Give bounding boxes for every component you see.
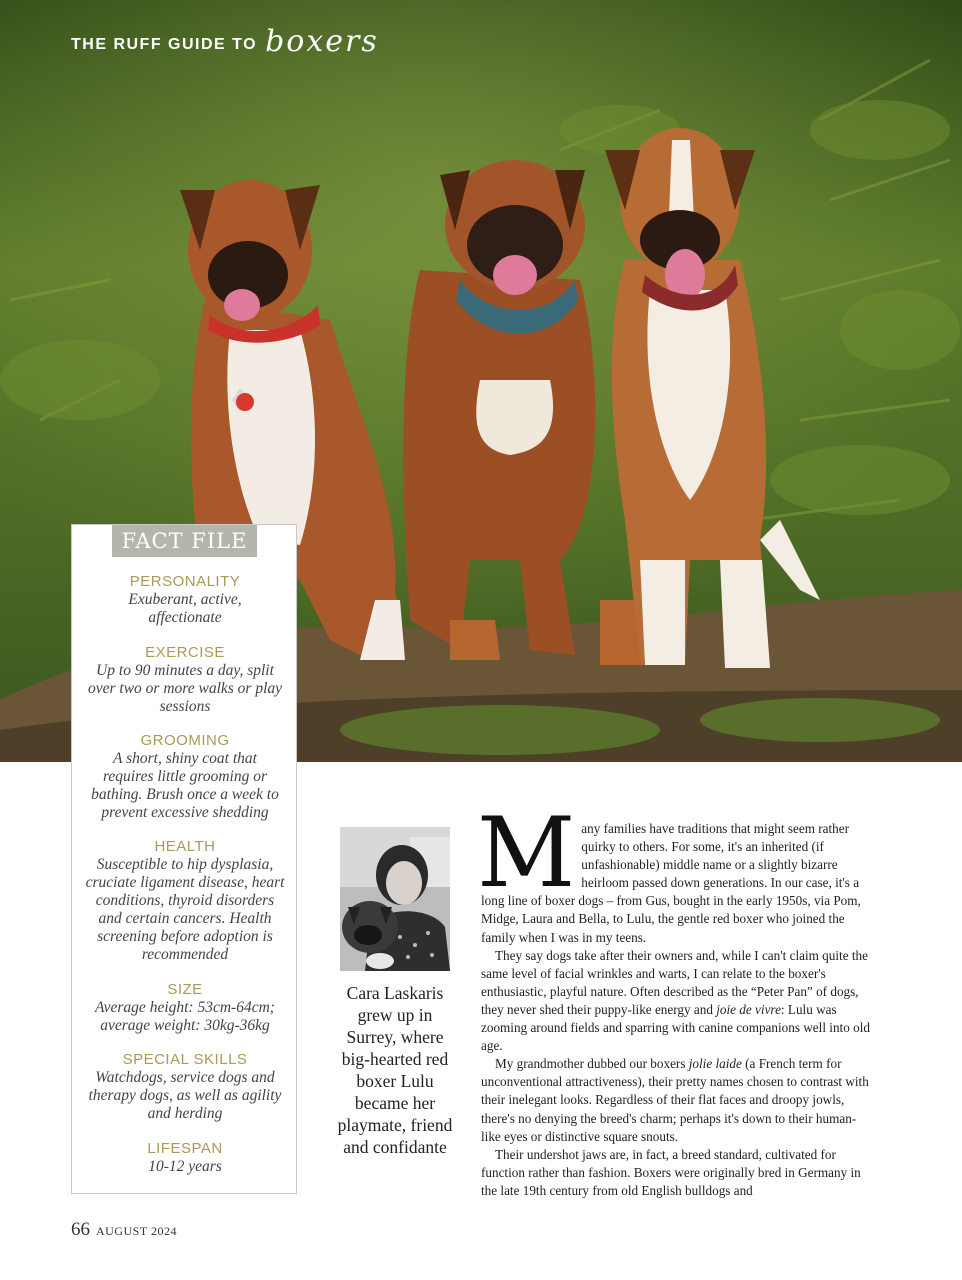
fact-text: A short, shiny coat that requires little grooming or bathing. Brush once a week to prevent excessive shedding: [91, 750, 279, 821]
fact-text: 10-12 years: [148, 1158, 222, 1175]
author-caption: Cara Laskaris grew up in Surrey, where big-hearted red boxer Lulu became her playmate, friend and confidante: [337, 983, 453, 1157]
fact-personality: [72, 573, 298, 627]
fact-text: Average height: 53cm-64cm; average weight: 30kg-36kg: [95, 999, 275, 1034]
italic-phrase: joie de vivre: [716, 1001, 781, 1017]
section-kicker: [71, 24, 379, 59]
issue-date: AUGUST 2024: [96, 1224, 177, 1238]
italic-phrase: jolie laide: [688, 1056, 742, 1072]
article-paragraph: [477, 797, 871, 947]
page-number: 66: [71, 1219, 90, 1240]
fact-file-box: [71, 524, 297, 1194]
fact-text: Exuberant, active, affectionate: [128, 591, 242, 626]
kicker-text: THE RUFF GUIDE TO: [71, 36, 258, 53]
fact-lifespan: [72, 1140, 298, 1176]
fact-file-title: FACT FILE: [112, 525, 257, 557]
paragraph-text: My grandmother dubbed our boxers: [495, 1056, 689, 1072]
fact-heading: EXERCISE: [145, 644, 225, 661]
fact-health: [72, 838, 298, 964]
article-body: [477, 797, 871, 1200]
paragraph-text: Their undershot jaws are, in fact, a breed standard, cultivated for function rather than fashion. Boxers were originally bred in Germany in the late 19th century from old English bulldogs and: [481, 1146, 861, 1198]
article-paragraph: [481, 1146, 871, 1200]
paragraph-text: : Lulu was zooming around fields and sparring with canine companions well into old age.: [481, 1001, 870, 1054]
drop-cap: M: [477, 797, 576, 909]
fact-special-skills: [72, 1051, 298, 1123]
author-with-dog-illustration: [340, 827, 450, 971]
fact-heading: GROOMING: [140, 732, 230, 749]
article-paragraph: [481, 1055, 871, 1145]
fact-heading: SPECIAL SKILLS: [122, 1051, 248, 1068]
page-footer: [71, 1219, 177, 1241]
article-paragraph: [481, 947, 871, 1056]
paragraph-text: They say dogs take after their owners and, while I can't claim quite the same level of facial wrinkles and warts, I can relate to the boxer's enthusiastic, playful nature. Often described as the “Peter Pan” of dogs, they never shed their puppy-like energy and: [481, 947, 868, 1017]
fact-text: Up to 90 minutes a day, split over two or more walks or play sessions: [87, 662, 283, 715]
fact-text: Watchdogs, service dogs and therapy dogs, as well as agility and herding: [88, 1069, 282, 1122]
fact-heading: HEALTH: [154, 838, 216, 855]
fact-text: Susceptible to hip dysplasia, cruciate ligament disease, heart conditions, thyroid disorders and certain cancers. Health screening before adoption is recommended: [85, 856, 285, 963]
fact-exercise: [72, 644, 298, 716]
paragraph-text: (a French term for unconventional attractiveness), their pretty names chosen to contrast with their inelegant looks. Regardless of their flat faces and droopy jowls, there's no denying the breed's charm; perhaps it's down to their human-like eyes or distinctive square snouts.: [481, 1056, 869, 1144]
author-photo: [340, 827, 450, 971]
fact-grooming: [72, 732, 298, 822]
fact-size: [72, 981, 298, 1035]
paragraph-text: any families have traditions that might seem rather quirky to others. For some, it's an inherited (if unfashionable) middle name or a slightly bizarre heirloom passed down generations. In our case, it's a long line of boxer dogs – from Gus, bought in the early 1950s, via Pom, Midge, Laura and Bella, to Lulu, the gentle red boxer who joined the family when I was in my teens.: [481, 821, 861, 945]
fact-heading: SIZE: [167, 981, 203, 998]
kicker-script: boxers: [265, 24, 379, 59]
fact-heading: LIFESPAN: [147, 1140, 223, 1157]
fact-heading: PERSONALITY: [129, 573, 241, 590]
